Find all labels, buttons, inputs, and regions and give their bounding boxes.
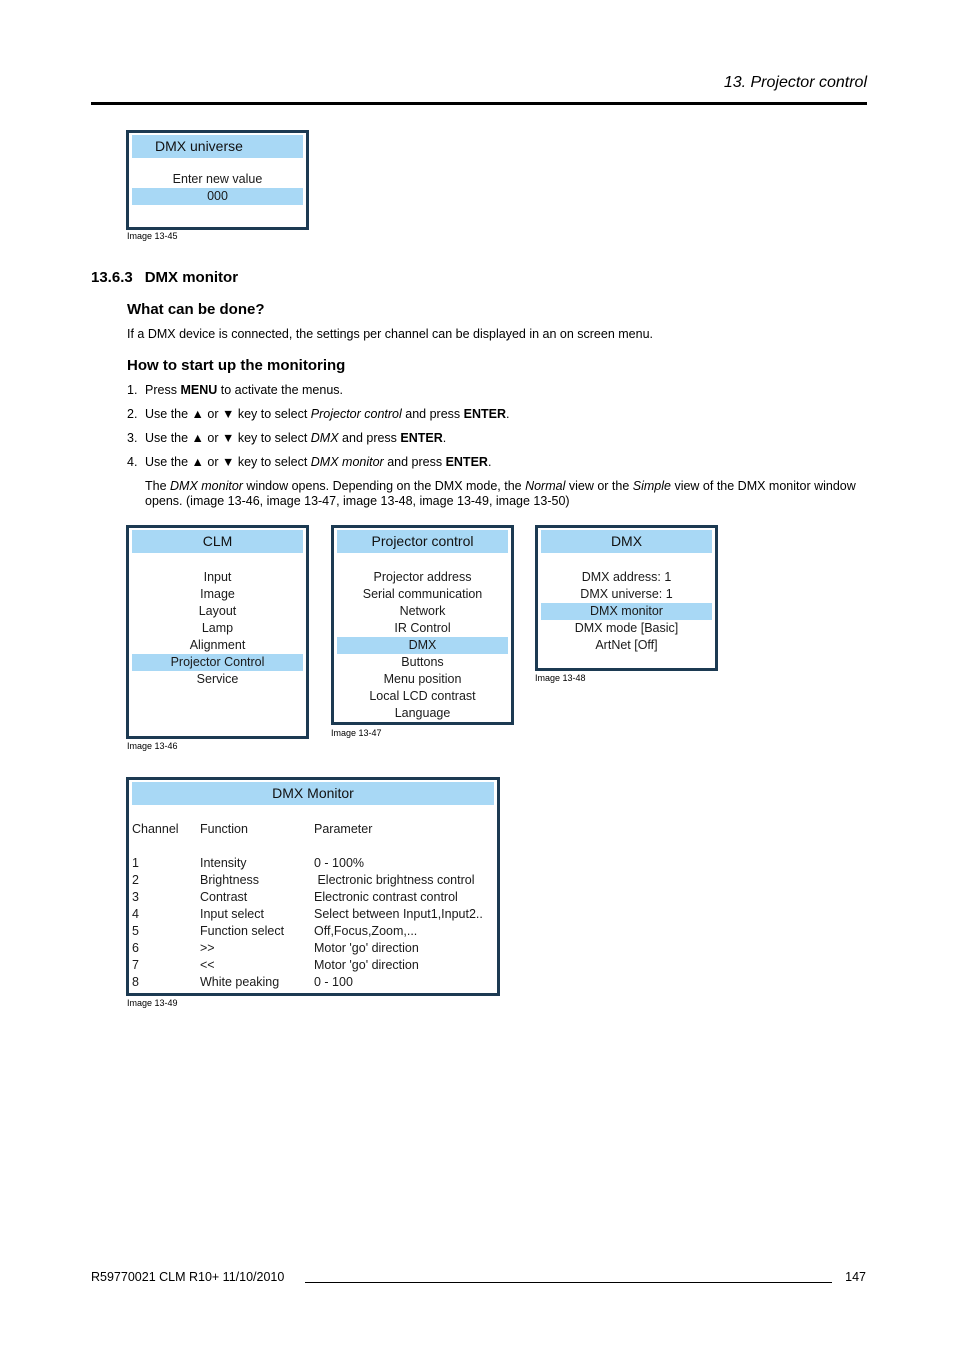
what-text: If a DMX device is connected, the settings per channel can be displayed in an on screen menu. xyxy=(127,327,654,341)
section-heading xyxy=(91,269,238,286)
step-1: 1. Press MENU to activate the menus. xyxy=(127,383,344,397)
col-header-parameter: Parameter xyxy=(314,822,373,836)
menu-item-dmx-universe[interactable]: DMX universe: 1 xyxy=(580,587,673,601)
how-heading: How to start up the monitoring xyxy=(127,357,346,374)
menu-item-local-lcd-contrast[interactable]: Local LCD contrast xyxy=(369,689,476,703)
table-row: 7 << Motor 'go' direction xyxy=(132,958,419,972)
menu-item-input[interactable]: Input xyxy=(203,570,232,584)
section-title: DMX monitor xyxy=(144,269,239,286)
image-caption: Image 13-48 xyxy=(535,673,586,683)
menu-item-ir-control[interactable]: IR Control xyxy=(394,621,451,635)
osd-dmx-menu xyxy=(535,525,718,671)
menu-item-alignment[interactable]: Alignment xyxy=(189,638,246,652)
col-header-function: Function xyxy=(200,822,248,836)
page-number: 147 xyxy=(845,1270,866,1284)
table-row: 2 Brightness Electronic brightness control xyxy=(132,873,475,887)
osd-projector-control-menu xyxy=(331,525,514,725)
value-field[interactable]: 000 xyxy=(132,188,303,205)
image-caption: Image 13-45 xyxy=(127,231,178,241)
menu-item-service[interactable]: Service xyxy=(196,672,239,686)
image-caption: Image 13-46 xyxy=(127,741,178,751)
step-3: 3. Use the ▲ or ▼ key to select DMX and press ENTER. xyxy=(127,431,447,445)
osd-dmx-universe xyxy=(126,130,309,230)
table-row: 1 Intensity 0 - 100% xyxy=(132,856,365,870)
step-2: 2. Use the ▲ or ▼ key to select Projector control and press ENTER. xyxy=(127,407,510,421)
menu-item-projector-address[interactable]: Projector address xyxy=(373,570,472,584)
osd-clm-menu xyxy=(126,525,309,739)
col-header-channel: Channel xyxy=(132,822,179,836)
table-row: 8 White peaking 0 - 100 xyxy=(132,975,353,989)
menu-item-serial-communication[interactable]: Serial communication xyxy=(362,587,483,601)
footer-doc-info: R59770021 CLM R10+ 11/10/2010 xyxy=(91,1270,285,1284)
header-divider xyxy=(91,102,867,105)
menu-item-dmx[interactable]: DMX xyxy=(337,637,508,654)
step-4: 4. Use the ▲ or ▼ key to select DMX monitor and press ENTER. xyxy=(127,455,492,469)
menu-item-lamp[interactable]: Lamp xyxy=(201,621,234,635)
menu-item-layout[interactable]: Layout xyxy=(198,604,237,618)
monitor-header-row xyxy=(132,821,496,838)
osd-dmx-monitor xyxy=(126,777,500,996)
step-result: The DMX monitor window opens. Depending on the DMX mode, the Normal view or the Simple view of the DMX monitor window opens. (image 13-46, image 13-47, image 13-48, image 13-49, image 13-50) xyxy=(145,479,856,508)
what-heading: What can be done? xyxy=(127,301,265,318)
menu-item-menu-position[interactable]: Menu position xyxy=(383,672,462,686)
image-caption: Image 13-47 xyxy=(331,728,382,738)
menu-item-network[interactable]: Network xyxy=(399,604,446,618)
osd-title: DMX Monitor xyxy=(132,782,494,805)
menu-item-artnet[interactable]: ArtNet [Off] xyxy=(595,638,658,652)
osd-title: DMX universe xyxy=(132,135,303,158)
osd-title: DMX xyxy=(541,530,712,553)
table-row: 6 >> Motor 'go' direction xyxy=(132,941,419,955)
image-caption: Image 13-49 xyxy=(127,998,178,1008)
section-number: 13.6.3 xyxy=(91,269,133,286)
menu-item-dmx-address[interactable]: DMX address: 1 xyxy=(581,570,672,584)
menu-item-image[interactable]: Image xyxy=(200,587,235,601)
chapter-title: 13. Projector control xyxy=(723,74,867,91)
menu-item-buttons[interactable]: Buttons xyxy=(401,655,444,669)
table-row: 4 Input select Select between Input1,Input2.. xyxy=(132,907,483,921)
menu-item-projector-control[interactable]: Projector Control xyxy=(132,654,303,671)
osd-title: Projector control xyxy=(337,530,508,553)
table-row: 5 Function select Off,Focus,Zoom,... xyxy=(132,924,418,938)
menu-item-dmx-monitor[interactable]: DMX monitor xyxy=(541,603,712,620)
enter-value-prompt: Enter new value xyxy=(172,172,263,186)
menu-item-dmx-mode[interactable]: DMX mode [Basic] xyxy=(574,621,679,635)
menu-item-language[interactable]: Language xyxy=(394,706,451,720)
table-row: 3 Contrast Electronic contrast control xyxy=(132,890,458,904)
osd-title: CLM xyxy=(132,530,303,553)
footer-divider xyxy=(305,1282,832,1283)
